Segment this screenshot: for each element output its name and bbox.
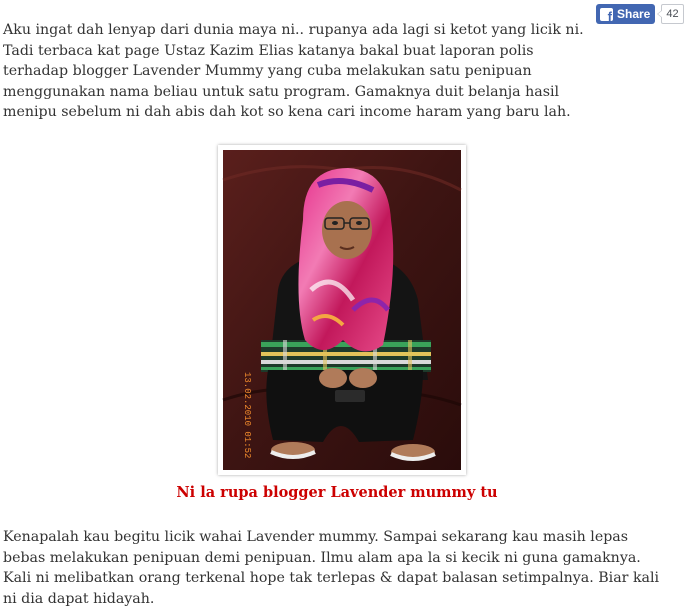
facebook-icon: f xyxy=(600,8,613,21)
article-paragraph-closing: Kenapalah kau begitu licik wahai Lavender mummy. Sampai sekarang kau masih lepas bebas melakukan penipuan demi penipuan. Ilmu alam apa la si kecik ni guna gamaknya. Kali ni melibatkan orang terkenal hope tak terlepas & dapat balasan setimpalnya. Biar kali ni dia dapat hidayah. xyxy=(3,529,660,607)
share-label: Share xyxy=(617,7,651,21)
photo-image xyxy=(223,150,461,470)
share-widget xyxy=(596,4,684,24)
article-photo xyxy=(218,145,466,475)
article-paragraph-intro: Aku ingat dah lenyap dari dunia maya ni.. rupanya ada lagi si ketot yang licik ni. Tadi terbaca kat page Ustaz Kazim Elias katanya bakal buat laporan polis terhadap blogger Lavender Mummy yang cuba melakukan satu penipuan menggunakan nama beliau untuk satu program. Gamaknya duit belanja hasil menipu sebelum ni dah abis dah kot so kena cari income haram yang baru lah. xyxy=(3,22,584,120)
photo-timestamp: 13.02.2010 01:52 xyxy=(242,372,252,459)
photo-caption: Ni la rupa blogger Lavender mummy tu xyxy=(176,484,498,501)
facebook-share-button[interactable] xyxy=(596,4,655,24)
share-count: 42 xyxy=(661,4,683,24)
